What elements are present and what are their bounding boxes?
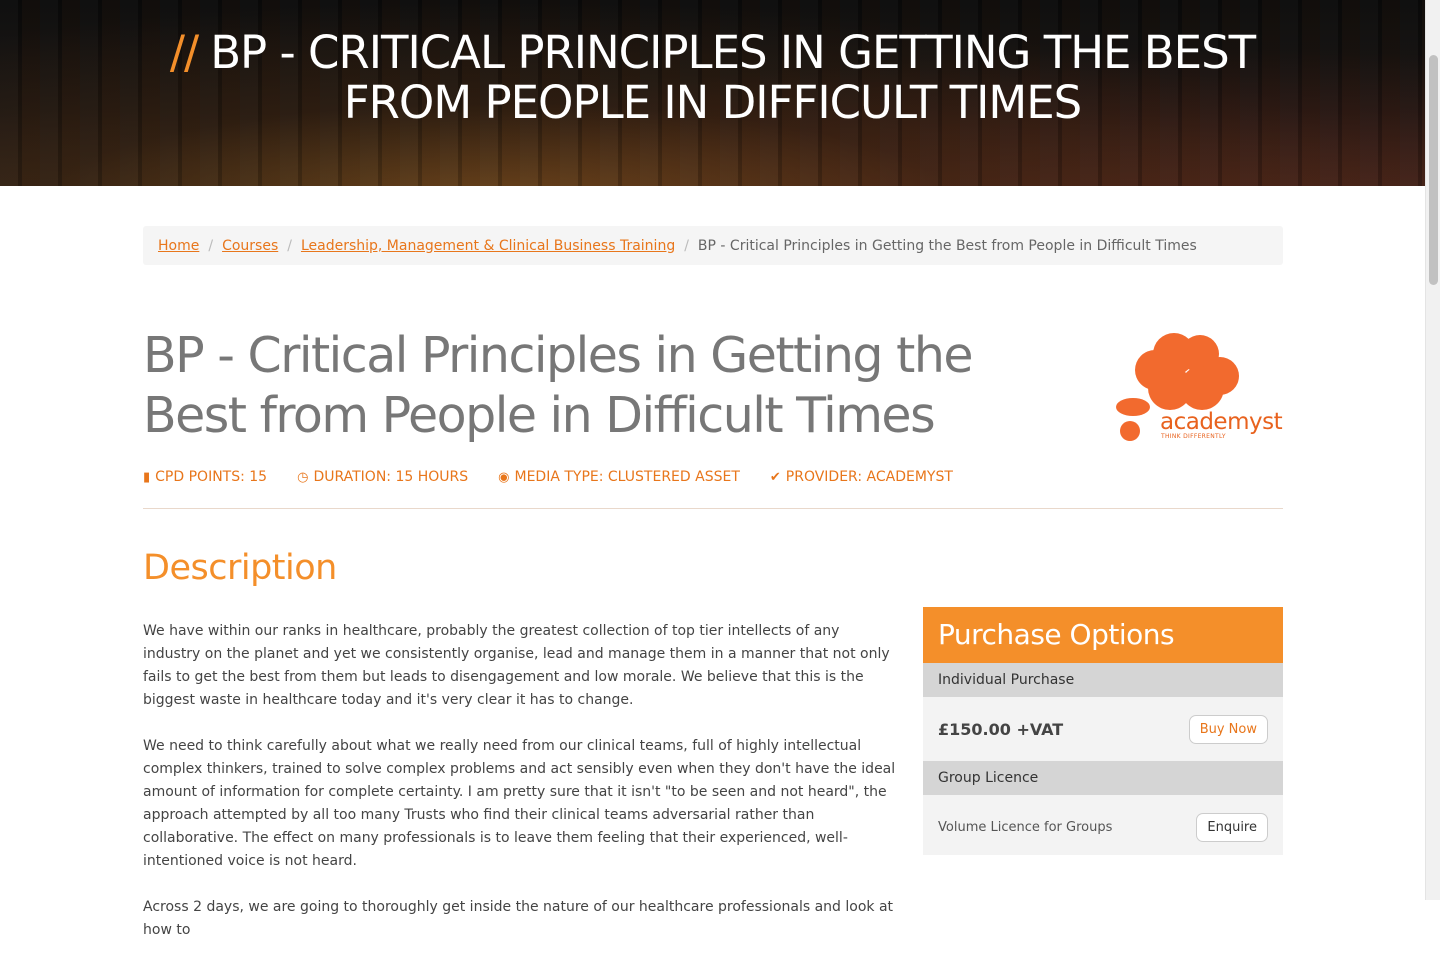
meta-media <box>498 469 740 485</box>
group-licence-row <box>923 795 1283 859</box>
description-body <box>143 620 898 965</box>
description-paragraph: We need to think carefully about what we really need from our clinical teams, full of highly intellectual complex thinkers, trained to solve complex problems and act sensibly even when they don't have the ideal amount of information for complete certainty. I am pretty sure that it isn't "to be seen and not heard", the approach attempted by all too many Trusts who find their clinical teams adversarial rather than collaborative. The effect on many professionals is to leave them feeling that their experienced, well-intentioned voice is not heard. <box>143 738 896 869</box>
meta-provider-text: PROVIDER: ACADEMYST <box>785 469 953 485</box>
description-paragraph: We have within our ranks in healthcare, probably the greatest collection of top tier intellects of any industry on the planet and yet we consistently organise, lead and manage them in a manner that not only fails to get the best from them but leads to disengagement and low morale. We believe that this is the biggest waste in healthcare today and it's very clear it has to change. <box>143 623 890 708</box>
individual-purchase-header: Individual Purchase <box>923 663 1283 697</box>
building-icon: ▮ <box>143 469 151 485</box>
breadcrumb-current: BP - Critical Principles in Getting the Best from People in Difficult Times <box>697 237 1197 254</box>
provider-logo <box>1112 332 1283 444</box>
breadcrumb-home[interactable]: Home <box>158 237 200 254</box>
clock-icon: ◷ <box>297 469 309 485</box>
logo-tagline: THINK DIFFERENTLY <box>1161 433 1226 440</box>
page-scrollbar[interactable] <box>1425 0 1440 900</box>
individual-purchase-row <box>923 697 1283 761</box>
breadcrumb <box>143 226 1283 265</box>
eye-icon: ◉ <box>498 469 510 485</box>
breadcrumb-courses[interactable]: Courses <box>222 237 279 254</box>
logo-wordmark: academyst <box>1160 409 1283 435</box>
breadcrumb-category[interactable]: Leadership, Management & Clinical Business Training <box>300 237 676 254</box>
meta-provider <box>770 469 953 485</box>
meta-duration-text: DURATION: 15 HOURS <box>313 469 469 485</box>
hero-title <box>0 28 1425 128</box>
meta-media-text: MEDIA TYPE: CLUSTERED ASSET <box>514 469 740 485</box>
scrollbar-thumb[interactable] <box>1429 55 1438 285</box>
meta-cpd-text: CPD POINTS: 15 <box>155 469 268 485</box>
price: £150.00 +VAT <box>938 719 1064 739</box>
hero-title-text: BP - CRITICAL PRINCIPLES IN GETTING THE BEST FROM PEOPLE IN DIFFICULT TIMES <box>210 26 1256 129</box>
breadcrumb-separator: / <box>287 237 292 254</box>
hero-slashes: // <box>169 26 199 79</box>
description-heading: Description <box>143 548 337 588</box>
purchase-options-title: Purchase Options <box>923 607 1283 663</box>
purchase-options-panel <box>923 607 1283 855</box>
meta-cpd <box>143 469 267 485</box>
section-divider <box>143 508 1283 509</box>
enquire-button[interactable]: Enquire <box>1196 813 1268 842</box>
course-title: BP - Critical Principles in Getting the Best from People in Difficult Times <box>143 327 973 444</box>
group-licence-description: Volume Licence for Groups <box>938 819 1113 835</box>
course-meta <box>143 467 983 487</box>
breadcrumb-separator: / <box>684 237 689 254</box>
description-paragraph: Across 2 days, we are going to thoroughly get inside the nature of our healthcare professionals and look at how to <box>143 899 894 938</box>
meta-duration <box>297 469 468 485</box>
group-licence-header: Group Licence <box>923 761 1283 795</box>
hero-banner <box>0 0 1425 186</box>
check-icon: ✔ <box>769 469 781 485</box>
breadcrumb-separator: / <box>208 237 214 254</box>
buy-now-button[interactable]: Buy Now <box>1189 715 1268 744</box>
